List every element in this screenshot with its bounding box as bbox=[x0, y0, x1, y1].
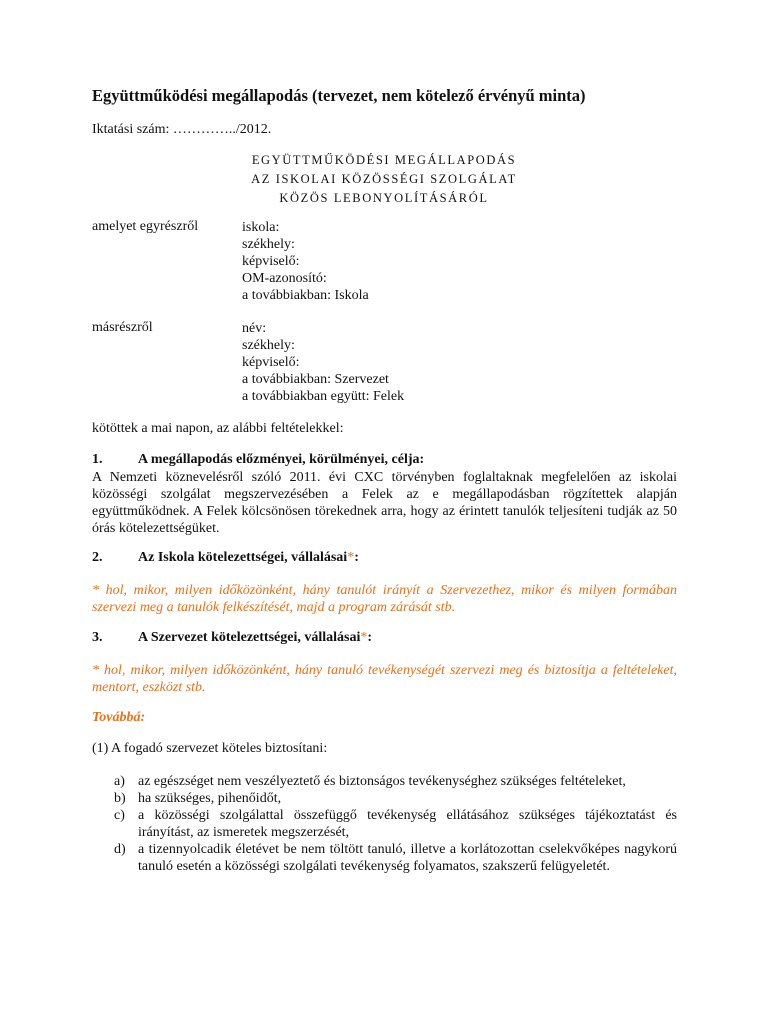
list-item-text: ha szükséges, pihenőidőt, bbox=[138, 791, 282, 806]
section2-number: 2. bbox=[92, 550, 103, 565]
section3-asterisk: * bbox=[360, 630, 368, 645]
party2-field: név: bbox=[242, 321, 267, 336]
section1-title: A megállapodás előzményei, körülményei, célja: bbox=[138, 452, 425, 467]
list-item-text: az egészséget nem veszélyeztető és biztonságos tevékenységhez szükséges feltételeket, bbox=[138, 774, 626, 789]
section2-colon: : bbox=[354, 550, 359, 565]
list-item-text: a tizennyolcadik életévet be nem töltött tanuló, illetve a korlátozottan cselekvőképes nagykorú tanuló esetén a közösségi szolgálati tevékenység folyamatos, szakszerű felügyeletét. bbox=[138, 842, 677, 874]
agreement-heading bbox=[0, 151, 768, 208]
agreement-heading-line-3: KÖZÖS LEBONYOLÍTÁSÁRÓL bbox=[279, 191, 489, 205]
party2-field: székhely: bbox=[242, 338, 295, 353]
section3-note: * hol, mikor, milyen időközönként, hány tanuló tevékenységét szervezi meg és biztosítja a feltételeket, mentort, eszközt stb. bbox=[92, 663, 677, 695]
party1-label: amelyet egyrészről bbox=[92, 219, 199, 234]
list-item-marker: c) bbox=[114, 808, 125, 823]
section2-heading bbox=[92, 550, 359, 566]
registration-number: Iktatási szám: …………../2012. bbox=[92, 122, 272, 137]
document-title: Együttműködési megállapodás (tervezet, nem kötelező érvényű minta) bbox=[92, 86, 586, 105]
list-item bbox=[114, 790, 677, 807]
party2-fields bbox=[242, 320, 404, 405]
list-item-text: a közösségi szolgálattal összefüggő tevékenység ellátásához szükséges tájékoztatást és irányítást, az ismeretek megszerzését, bbox=[138, 808, 677, 840]
intro-text: kötöttek a mai napon, az alábbi feltételekkel: bbox=[92, 421, 344, 436]
list-item bbox=[114, 841, 677, 875]
list-item-marker: b) bbox=[114, 791, 126, 806]
section1-number: 1. bbox=[92, 452, 103, 467]
list-item-marker: d) bbox=[114, 842, 126, 857]
party2-field: a továbbiakban együtt: Felek bbox=[242, 389, 405, 404]
section3-title: A Szervezet kötelezettségei, vállalásai bbox=[138, 630, 361, 645]
agreement-heading-line-1: EGYÜTTMŰKÖDÉSI MEGÁLLAPODÁS bbox=[251, 153, 517, 167]
party2-label: másrészről bbox=[92, 320, 153, 335]
section3-heading bbox=[92, 630, 372, 646]
list-item bbox=[114, 807, 677, 841]
section3-number: 3. bbox=[92, 630, 103, 645]
party2-field: a továbbiakban: Szervezet bbox=[242, 372, 389, 387]
party1-field: iskola: bbox=[242, 220, 280, 235]
agreement-heading-line-2: AZ ISKOLAI KÖZÖSSÉGI SZOLGÁLAT bbox=[251, 172, 517, 186]
section3-colon: : bbox=[367, 630, 373, 645]
section1-text: A Nemzeti köznevelésről szóló 2011. évi CXC törvényben foglaltaknak megfelelően az iskolai közösségi szolgálat megszervezésében a Felek az e megállapodásban rögzítettek alapján együttműködnek. A Felek kölcsönösen törekednek arra, hogy az érintett tanulók teljesíteni tudják az 50 órás kötelezettségüket. bbox=[92, 470, 677, 536]
section2-note: * hol, mikor, milyen időközönként, hány tanulót irányít a Szervezethez, mikor és milyen formában szervezi meg a tanulók felkészítését, majd a program zárását stb. bbox=[92, 583, 677, 615]
further-heading: Továbbá: bbox=[92, 710, 146, 725]
section2-title: Az Iskola kötelezettségei, vállalásai bbox=[138, 550, 348, 565]
party1-fields bbox=[242, 219, 369, 304]
section1-heading bbox=[92, 452, 424, 468]
clause-1: (1) A fogadó szervezet köteles biztosítani: bbox=[92, 741, 328, 756]
section2-asterisk: * bbox=[347, 550, 355, 565]
party1-field: képviselő: bbox=[242, 254, 300, 269]
party2-field: képviselő: bbox=[242, 355, 300, 370]
party1-field: székhely: bbox=[242, 237, 295, 252]
list-item-marker: a) bbox=[114, 774, 125, 789]
obligation-list bbox=[114, 773, 677, 875]
list-item bbox=[114, 773, 677, 790]
party1-field: a továbbiakban: Iskola bbox=[242, 288, 369, 303]
party1-field: OM-azonosító: bbox=[242, 271, 327, 286]
